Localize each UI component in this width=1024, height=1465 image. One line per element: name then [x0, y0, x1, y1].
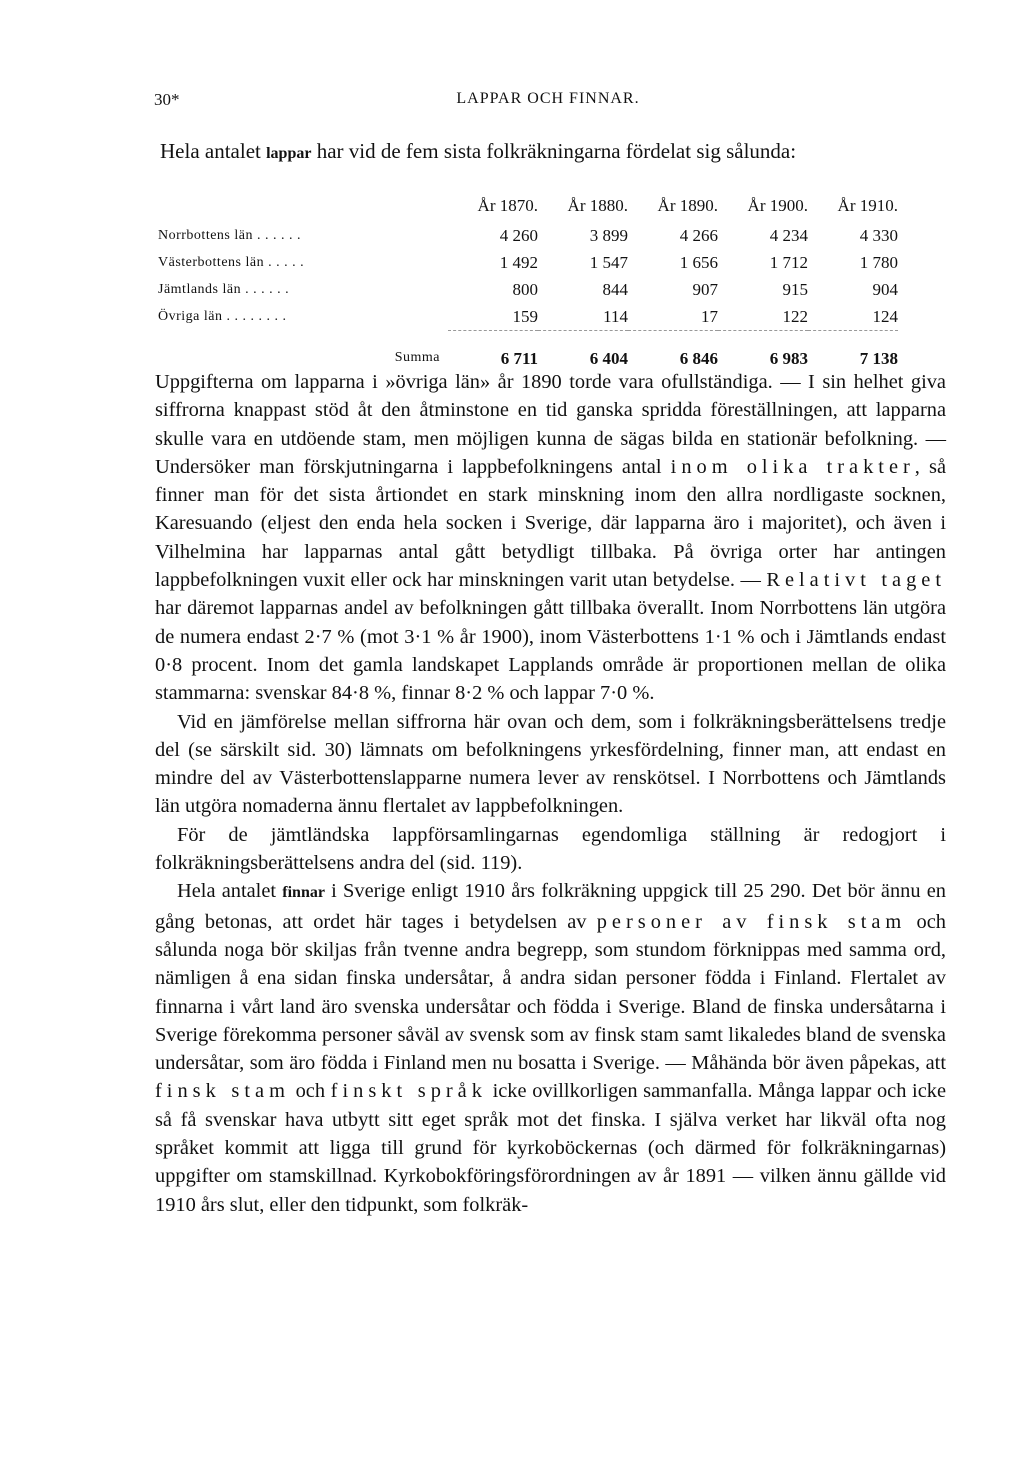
page-header: [154, 90, 942, 116]
table-cell: 1 656: [679, 252, 718, 272]
table-cell: 3 899: [589, 225, 628, 245]
sum-cell: 7 138: [859, 348, 898, 368]
table-cell: 114: [538, 303, 628, 331]
table-cell: 4 234: [769, 225, 808, 245]
sum-cell: 6 404: [589, 348, 628, 368]
spaced-emphasis: finsk stam: [155, 1080, 290, 1103]
table-row: [158, 222, 898, 249]
table-row: [158, 249, 898, 276]
table-cell: 124: [808, 303, 898, 331]
table-header-row: [158, 192, 898, 222]
table-cell: 122: [718, 303, 808, 331]
spaced-emphasis: Relativt taget: [766, 569, 946, 592]
keyword-lappar: lappar: [266, 145, 312, 162]
paragraph: Uppgifterna om lapparna i »övriga län» år 1890 torde vara ofullständiga. — I sin helhet giva siffrorna knappast stöd åt den åtminstone en tid ganska spridda föreställningen, att lapparna skulle vara en utdöende stam, men möjligen kunna de sägas bilda en stationär befolkning. — Undersöker man förskjutningarna i lappbefolkningens antal inom olika trakter, så finner man för det sista årtiondet en stark minskning inom den allra nordligaste socknen, Karesuando (eljest den enda hela socken i Sverige, där lapparna äro i majoritet), och även i Vilhelmina har lapparnas antal gått betydligt tillbaka. På övriga orter har antingen lappbefolkningen vuxit eller ock har minskningen varit utan betydelse. — Relativt taget har däremot lapparnas andel av befolkningen gått tillbaka överallt. Inom Norrbottens län utgöra de numera endast 2·7 % (mot 3·1 % år 1900), inom Västerbottens 1·1 % och i Jämtlands endast 0·8 procent. Inom det gamla landskapet Lapplands område är proportionen mellan de olika stammarna: svenskar 84·8 %, finnar 8·2 % och lappar 7·0 %.: [155, 371, 947, 705]
table-cell: 904: [872, 279, 898, 299]
spaced-emphasis: inom olika trakter: [670, 455, 915, 478]
sum-cell: 6 983: [769, 348, 808, 368]
keyword-finnar: finnar: [282, 884, 325, 902]
intro-paragraph: Hela antalet lappar har vid de fem sista folkräkningarna fördelat sig sålunda:: [160, 139, 797, 163]
table-cell: 1 547: [589, 252, 628, 272]
table-cell: 4 330: [859, 225, 898, 245]
table-row: [158, 276, 898, 303]
sum-cell: 6 846: [679, 348, 718, 368]
page-number: 30*: [154, 90, 180, 109]
column-header: År 1910.: [837, 195, 898, 215]
column-header: År 1890.: [657, 195, 718, 215]
row-label: Norrbottens län . . . . . .: [158, 227, 301, 243]
row-label: Jämtlands län . . . . . .: [158, 281, 290, 297]
column-header: År 1900.: [747, 195, 808, 215]
table-cell: 1 492: [499, 252, 538, 272]
sum-label: Summa: [394, 350, 440, 366]
table-cell: 1 712: [769, 252, 808, 272]
paragraph: För de jämtländska lappförsamlingarnas egendomliga ställning är redogjort i folkräkningsberättelsens andra del (sid. 119).: [155, 823, 946, 875]
spaced-emphasis: personer av finsk stam: [596, 910, 907, 933]
row-label: Västerbottens län . . . . .: [158, 254, 305, 270]
table-cell: 159: [448, 303, 538, 331]
table-cell: 1 780: [859, 252, 898, 272]
column-header: År 1870.: [477, 195, 538, 215]
table-cell: 915: [782, 279, 808, 299]
column-header: År 1880.: [567, 195, 628, 215]
table-cell: 4 260: [499, 225, 538, 245]
running-title: LAPPAR OCH FINNAR.: [456, 90, 640, 107]
table-cell: 800: [512, 279, 538, 299]
census-table: [158, 192, 898, 372]
table-cell: 17: [628, 303, 718, 331]
table-cell: 4 266: [679, 225, 718, 245]
sum-row: [158, 331, 898, 373]
table-row: [158, 303, 898, 331]
sum-cell: 6 711: [500, 348, 538, 368]
body-text: [155, 368, 946, 1219]
paragraph: Vid en jämförelse mellan siffrorna här ovan och dem, som i folkräkningsberättelsens tredje del (se särskilt sid. 30) lämnats om befolkningens yrkesfördelning, finner man, att endast en mindre del av Västerbottenslapparne numera lever av renskötsel. I Norrbottens och Jämtlands län utgöra nomaderna ännu flertalet av lappbefolkningen.: [155, 710, 946, 818]
row-label: Övriga län . . . . . . . .: [158, 308, 287, 324]
table-cell: 844: [602, 279, 628, 299]
paragraph: Hela antalet finnar i Sverige enligt 1910 års folkräkning uppgick till 25 290. Det bör ännu en gång betonas, att ordet här tages i betydelsen av personer av finsk stam och sålunda noga bör skiljas från tvenne andra begrepp, som stundom förknippas med samma ord, nämligen å ena sidan finska undersåtar, å andra sidan personer födda i Finland. Flertalet av finnarna i vårt land äro svenska undersåtar och födda i Sverige. Bland de finska undersåtarna i Sverige förekomma personer såväl av svensk som av finsk stam samt likaledes bland de svenska undersåtar, som äro födda i Finland men nu bosatta i Sverige. — Måhända bör även påpekas, att finsk stam och finskt språk icke ovillkorligen sammanfalla. Många lappar och icke så få svenskar hava utbytt sitt eget språk mot det finska. I själva verket har likväl ofta nog språket kommit att ligga till grund för kyrkoböckernas (och därmed för folkräkningarnas) uppgifter om stamskillnad. Kyrkobokföringsförordningen av år 1891 — vilken ännu gällde vid 1910 års slut, eller den tidpunkt, som folkräk-: [155, 880, 946, 1216]
table-cell: 907: [692, 279, 718, 299]
spaced-emphasis: finskt språk: [330, 1080, 487, 1103]
